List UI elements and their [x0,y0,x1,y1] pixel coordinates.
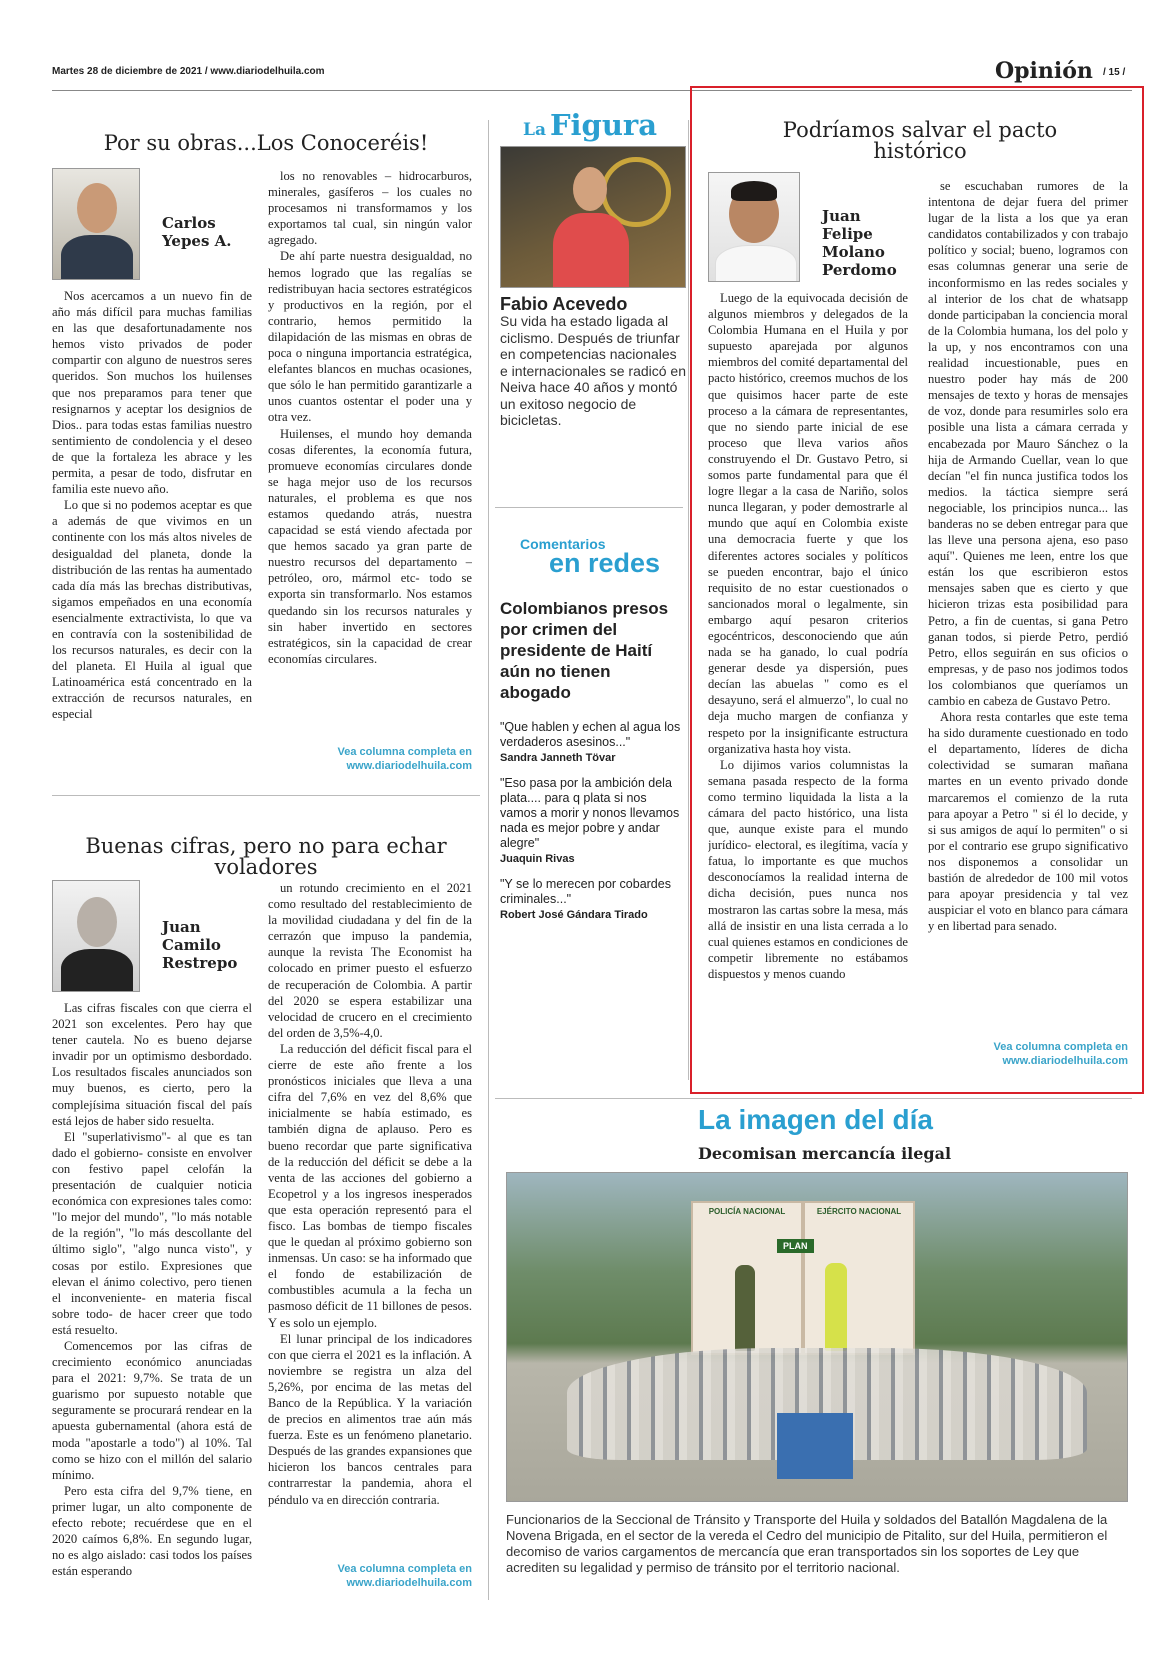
author-name [162,918,237,972]
comentarios-headline: Colombianos presos por crimen del presidente de Haití aún no tienen abogado [500,599,669,702]
paragraph: un rotundo crecimiento en el 2021 como resultado del restablecimiento de la movilidad ciudadana y del fin de la cerrazón que impuso la pandemia, aunque la revista The Economist ha colocado en primer puesto el esfuerzo de recuperación de Colombia. A partir del 2020 se espera estabilizar una velocidad de crucero en el crecimiento del orden de 3,5%-4,0. [268,881,472,1040]
comentarios-label: Comentarios [520,536,606,552]
column-body-right [268,880,472,1554]
author-photo [708,172,800,282]
blue-package [777,1413,853,1479]
imagen-caption: Funcionarios de la Seccional de Tránsito y Transporte del Huila y soldados del Batallón Magdalena de la Novena Brigada, en el sector de la vereda el Cedro del municipio de Pitalito, sur del Huila, permitieron el decomiso de varios cargamentos de mercancía que eran transportados sin los soportes de Ley que acrediten su legalidad y permiso de tránsito por el territorio nacional. [506,1512,1108,1575]
column-title: Podríamos salvar el pacto histórico [782,118,1058,163]
figura-text: Su vida ha estado ligada al ciclismo. Después de triunfar en competencias nacionales e internacionales se radicó en Neiva hace 40 años y montó un exitoso negocio de bicicletas. [500,313,687,428]
paragraph: El lunar principal de los indicadores con que cierra el 2021 es la inflación. A noviembre se registra un alza del 5,26%, por encima de las metas del Banco de la República. Y la variación de precios en alimentos trae aún más fuerza. Este es un fenómeno planetario. Después de las grandes expansiones que hicieron los bancos centrales para contrarrestar la pandemia, ahora el péndulo va en dirección contraria. [268,1331,472,1507]
imagen-photo [506,1172,1128,1502]
comment-author: Juaquin Rivas [500,853,575,865]
page-number: / 15 / [1103,67,1126,78]
paragraph: Nos acercamos a un nuevo fin de año más difícil para muchas familias en las que desafortunadamente nos hemos visto privados de poder compartir con alguno de nuestros seres queridos. Son muchos los huilenses que nos preparamos para tener que resignarnos y aceptar los designios de Dios.. para todas estas familias nuestro sentimiento de condolencia y el deseo de que la fortaleza les abrace y les permita, a pesar de todo, disfrutar en familia este nuevo año. [52,289,252,497]
author-name-part: Molano [822,243,885,261]
comment-text: "Y se lo merecen por cobardes criminales..." [500,877,671,906]
paragraph: Luego de la equivocada decisión de algunos miembros y delegados de la Colombia Humana en el Huila y por supuesto aparejada por algunos miembros del comité departamental del pacto histórico, creemos muchos de los que quisimos hacer parte de este proceso a la cámara de representantes, que no siendo parte inicial de ese proceso que lleva varios años construyendo el Dr. Gustavo Petro, si somos parte fundamental para que él logre llegar a la casa de Nariño, solos nunca llegaran, y poder demostrarle al mundo que aquí en Colombia existe una democracia fuerte y que los diferentes actores sociales y políticos se pueden encontrar, bajo el único requisito de no estar cuestionados o sancionados moral o legalmente, sin embargo aquí pesaron criterios egocéntricos, desconociendo que aún nada se ha ganado, lo cual podría generar desde ya dispersión, pues decían las abuelas " como es el desayuno, será el almuerzo", lo cual no deja mucho margen de confianza y respeto por la insignificante estructura organizativa hasta hoy vista. [708,291,908,756]
column-title: Buenas cifras, pero no para echar voladores [85,834,447,879]
column-divider [688,120,689,1080]
comment-author: Robert José Gándara Tirado [500,909,648,921]
paragraph: Pero esta cifra del 9,7% tiene, en primer lugar, un alto componente de efecto rebote; recuérdese que en el 2020 caímos 6,8%. En segundo lugar, no es algo aislado: casi todos los países están esperando [52,1483,252,1579]
author-photo [52,168,140,280]
comment-item [500,877,686,921]
comment-text: "Que hablen y echen al agua los verdaderos asesinos..." [500,720,681,749]
imagen-title: La imagen del día [698,1104,933,1135]
army-banner: EJÉRCITO NACIONAL [803,1201,915,1355]
section-title: Opinión [995,58,1093,84]
author-photo [52,880,140,992]
paragraph: La reducción del déficit fiscal para el cierre de este año frente a los pronósticos iniciales que lleva a una cifra del 7,6% en vez del 8,6% que inicialmente se había estimado, es también digna de aplauso. Pero es bueno recordar que parte significativa de la reducción del déficit se debe a la venta de las acciones del gobierno a Ecopetrol y a los ingresos inesperados que esta operación representó para el fisco. Las bombas de tiempo fiscales que le quedan al próximo gobierno son inmensas. Un caso: se ha informado que el fondo de estabilización de combustibles acumula a la fecha un pasmoso déficit de 11 billones de pesos. Y es solo un ejemplo. [268,1041,472,1330]
paragraph: Lo dijimos varios columnistas la semana pasada respecto de la forma como termino liquidada la lista a la cámara del pacto histórico, una lista que, aunque existe para el mundo jurídico- electoral, es ilegítima, vacía y fatua, lo importante es que muchos desconocíamos la realidad interna de dicha decisión, pues nunca nos mostraron las cartas sobre la mesa, más allá de insistir en una lista cerrada a lo cual quienes estamos en condiciones de competir libremente no estábamos dispuestos y menos cuando [708,757,908,981]
section-divider [495,507,683,508]
paragraph: Las cifras fiscales con que cierra el 2021 son excelentes. Pero hay que tener cautela. No es bueno dejarse invadir por un optimismo desbordado. Los resultados fiscales anunciados son muy buenos, es cierto, pero la complejísima situación fiscal del país está lejos de haber sido resuelta. [52,1001,252,1128]
figura-photo [500,146,686,288]
section-divider [495,1098,1132,1099]
paragraph: los no renovables – hidrocarburos, minerales, gasíferos – los cuales no procesamos ni transformamos y los exportamos tal cual, sin ningún valor agregado. [268,169,472,248]
column-body-left [708,290,908,1062]
author-name-part: Juan [822,207,861,225]
imagen-subtitle: Decomisan mercancía ilegal [698,1144,952,1163]
police-banner: POLICÍA NACIONAL [691,1201,803,1355]
read-more-link[interactable]: Vea columna completa en www.diariodelhuila.com [337,746,472,772]
author-name-part: Perdomo [822,261,897,279]
column-body-right [928,178,1128,1034]
column-body-right [268,168,472,738]
author-last-name: Restrepo [162,954,238,972]
plan-sign: PLAN [777,1239,814,1253]
en-redes-label: en redes [549,548,661,578]
paragraph: Lo que si no podemos aceptar es que a además de que vivimos en un continente con los más altos niveles de desigualdad del planeta, donde la distribución de las rentas ha aumentado cada día más las brechas distributivas, sigamos empeñados en una economía esencialmente extractivista, lo que va en contravía con la sostenibilidad de los recursos naturales, es decir con la del planeta. El Huila al igual que Latinoamérica está concentrado en la extracción de recursos naturales, en especial [52,498,252,722]
paragraph: El "superlativismo"- al que es tan dado el gobierno- consiste en envolver con festivo papel celofán la presentación de cualquier noticia económica con expresiones tales como: "lo mejor del mundo", "lo más notable de la región", "lo más descollante del último siglo", "algo nunca visto", y cosas por estilo. Expresiones que elevan el ánimo colectivo, pero tienen el inconveniente- en materia fiscal sobre todo- de hacer creer que todo está resuelto. [52,1129,252,1337]
author-middle-name: Camilo [162,936,221,954]
paragraph: se escuchaban rumores de la intentona de dejar fuera del primer lugar de la lista a los que ya eran candidatos contabilizados y con trabajo político y social; bueno, logramos con esas columnas generar una serie de inconformismo en las redes sociales y al interior de los chat de whatsapp donde participaban la conciencia moral de la Colombia humana, los del polo y la up, y nos encontramos con una realidad incuestionable, pues en nuestro poder hay más de 200 mensajes de texto y horas de mensajes de voz, donde para resumirles solo era posible una lista a cámara cerrada y encabezada por Mauro Sánchez o la hija de Armando Cuellar, vean lo que decían "el fin nunca justifica todos los medios. la táctica siempre será negociable, los principios nunca... las banderas no se deben entregar para que las lleve una persona ajena, eso paso aquí". Quienes me leen, entre los que están los que escribieron estos mensajes saben que es cierto y que hicieron trizas esta posibilidad para Petro, a fin de cuentas, si gana Petro ganan todos, si pierde Petro, perdió Petro, ellos seguirán en sus oficios o empresas, y de paso nos jodimos todos los colombianos que queríamos un cambio en cabeza de Gustavo Petro. [928,179,1128,708]
section-divider [52,795,480,796]
soldier-figure [735,1265,755,1351]
author-first-name: Juan [162,918,201,936]
officer-figure [825,1263,847,1351]
figura-name: Fabio Acevedo [500,294,628,314]
comment-text: "Eso pasa por la ambición dela plata.... para q plata si nos vamos a morir y nonos llevamos nada es mejor pobre y andar alegre" [500,776,680,850]
paragraph: Comencemos por las cifras de crecimiento económico anunciadas para el 2021: 9,7%. Se trata de un guarismo por supuesto notable que seguramente se procurará rendear en la apuesta gubernamental (ahora está de moda "apostarle a todo") al 10%. Tal como se hizo con el millón del salario mínimo. [52,1338,252,1482]
column-title: Por su obras...Los Conoceréis! [103,131,429,155]
figura-la: La [522,120,546,140]
read-more-link[interactable]: Vea columna completa en www.diariodelhuila.com [993,1041,1128,1067]
paragraph: De ahí parte nuestra desigualdad, no hemos logrado que las regalías se redistribuyan hacia sectores estratégicos y productivos en la región, por el contrario, hemos permitido la dilapidación de las mismas en obras de poca o ninguna importancia estratégica, elefantes blancos en muchas ocasiones, que sólo le han permitido garantizarle a unos cuantos ostentar el poder una y otra vez. [268,249,472,425]
comment-item [500,776,686,865]
author-name [822,207,897,279]
column-divider [488,120,489,1600]
paragraph: Ahora resta contarles que este tema ha sido duramente cuestionado en todo el departamento, líderes de dicha colectividad se sumaran mañana martes en un evento privado donde marcaremos el comienzo de la ruta para apoyar a Petro " si él lo decide, y si sus amigos de aquí lo permiten" o si por el contrario ese grupo significativo nos disponemos a consolidar un bastión de alrededor de 100 mil votos para apoyar presidencia y tal vez auspiciar el voto en blanco para cámara y en libertad para senado. [928,710,1128,934]
author-name [162,214,232,250]
paragraph: Huilenses, el mundo hoy demanda cosas diferentes, la economía futura, promueve economías circulares donde se haga mejor uso de los recursos naturales, el problema es que nos estamos quedando atrás, nuestra capacidad se está viendo afectada por que hemos sacado ya gran parte de nuestro recursos del departamento – petróleo, oro, mármol etc- todo se exporta sin transformarlo. Nos estamos quedando sin los recursos naturales y sin haber invertido en sectores estratégicos, sin la capacidad de crear economías circulares. [268,426,472,666]
column-body-left [52,288,252,772]
comment-author: Sandra Janneth Tövar [500,752,616,764]
comments-list [500,720,686,921]
comment-item [500,720,686,764]
read-more-link[interactable]: Vea columna completa en www.diariodelhuila.com [337,1563,472,1589]
column-body-left [52,1000,252,1585]
author-name-part: Felipe [822,225,873,243]
author-first-name: Carlos [162,214,216,232]
author-last-name: Yepes A. [162,232,232,250]
figura-title: Figura [549,108,657,142]
header-date-site: Martes 28 de diciembre de 2021 / www.diariodelhuila.com [52,66,325,77]
figura-header [500,108,680,142]
